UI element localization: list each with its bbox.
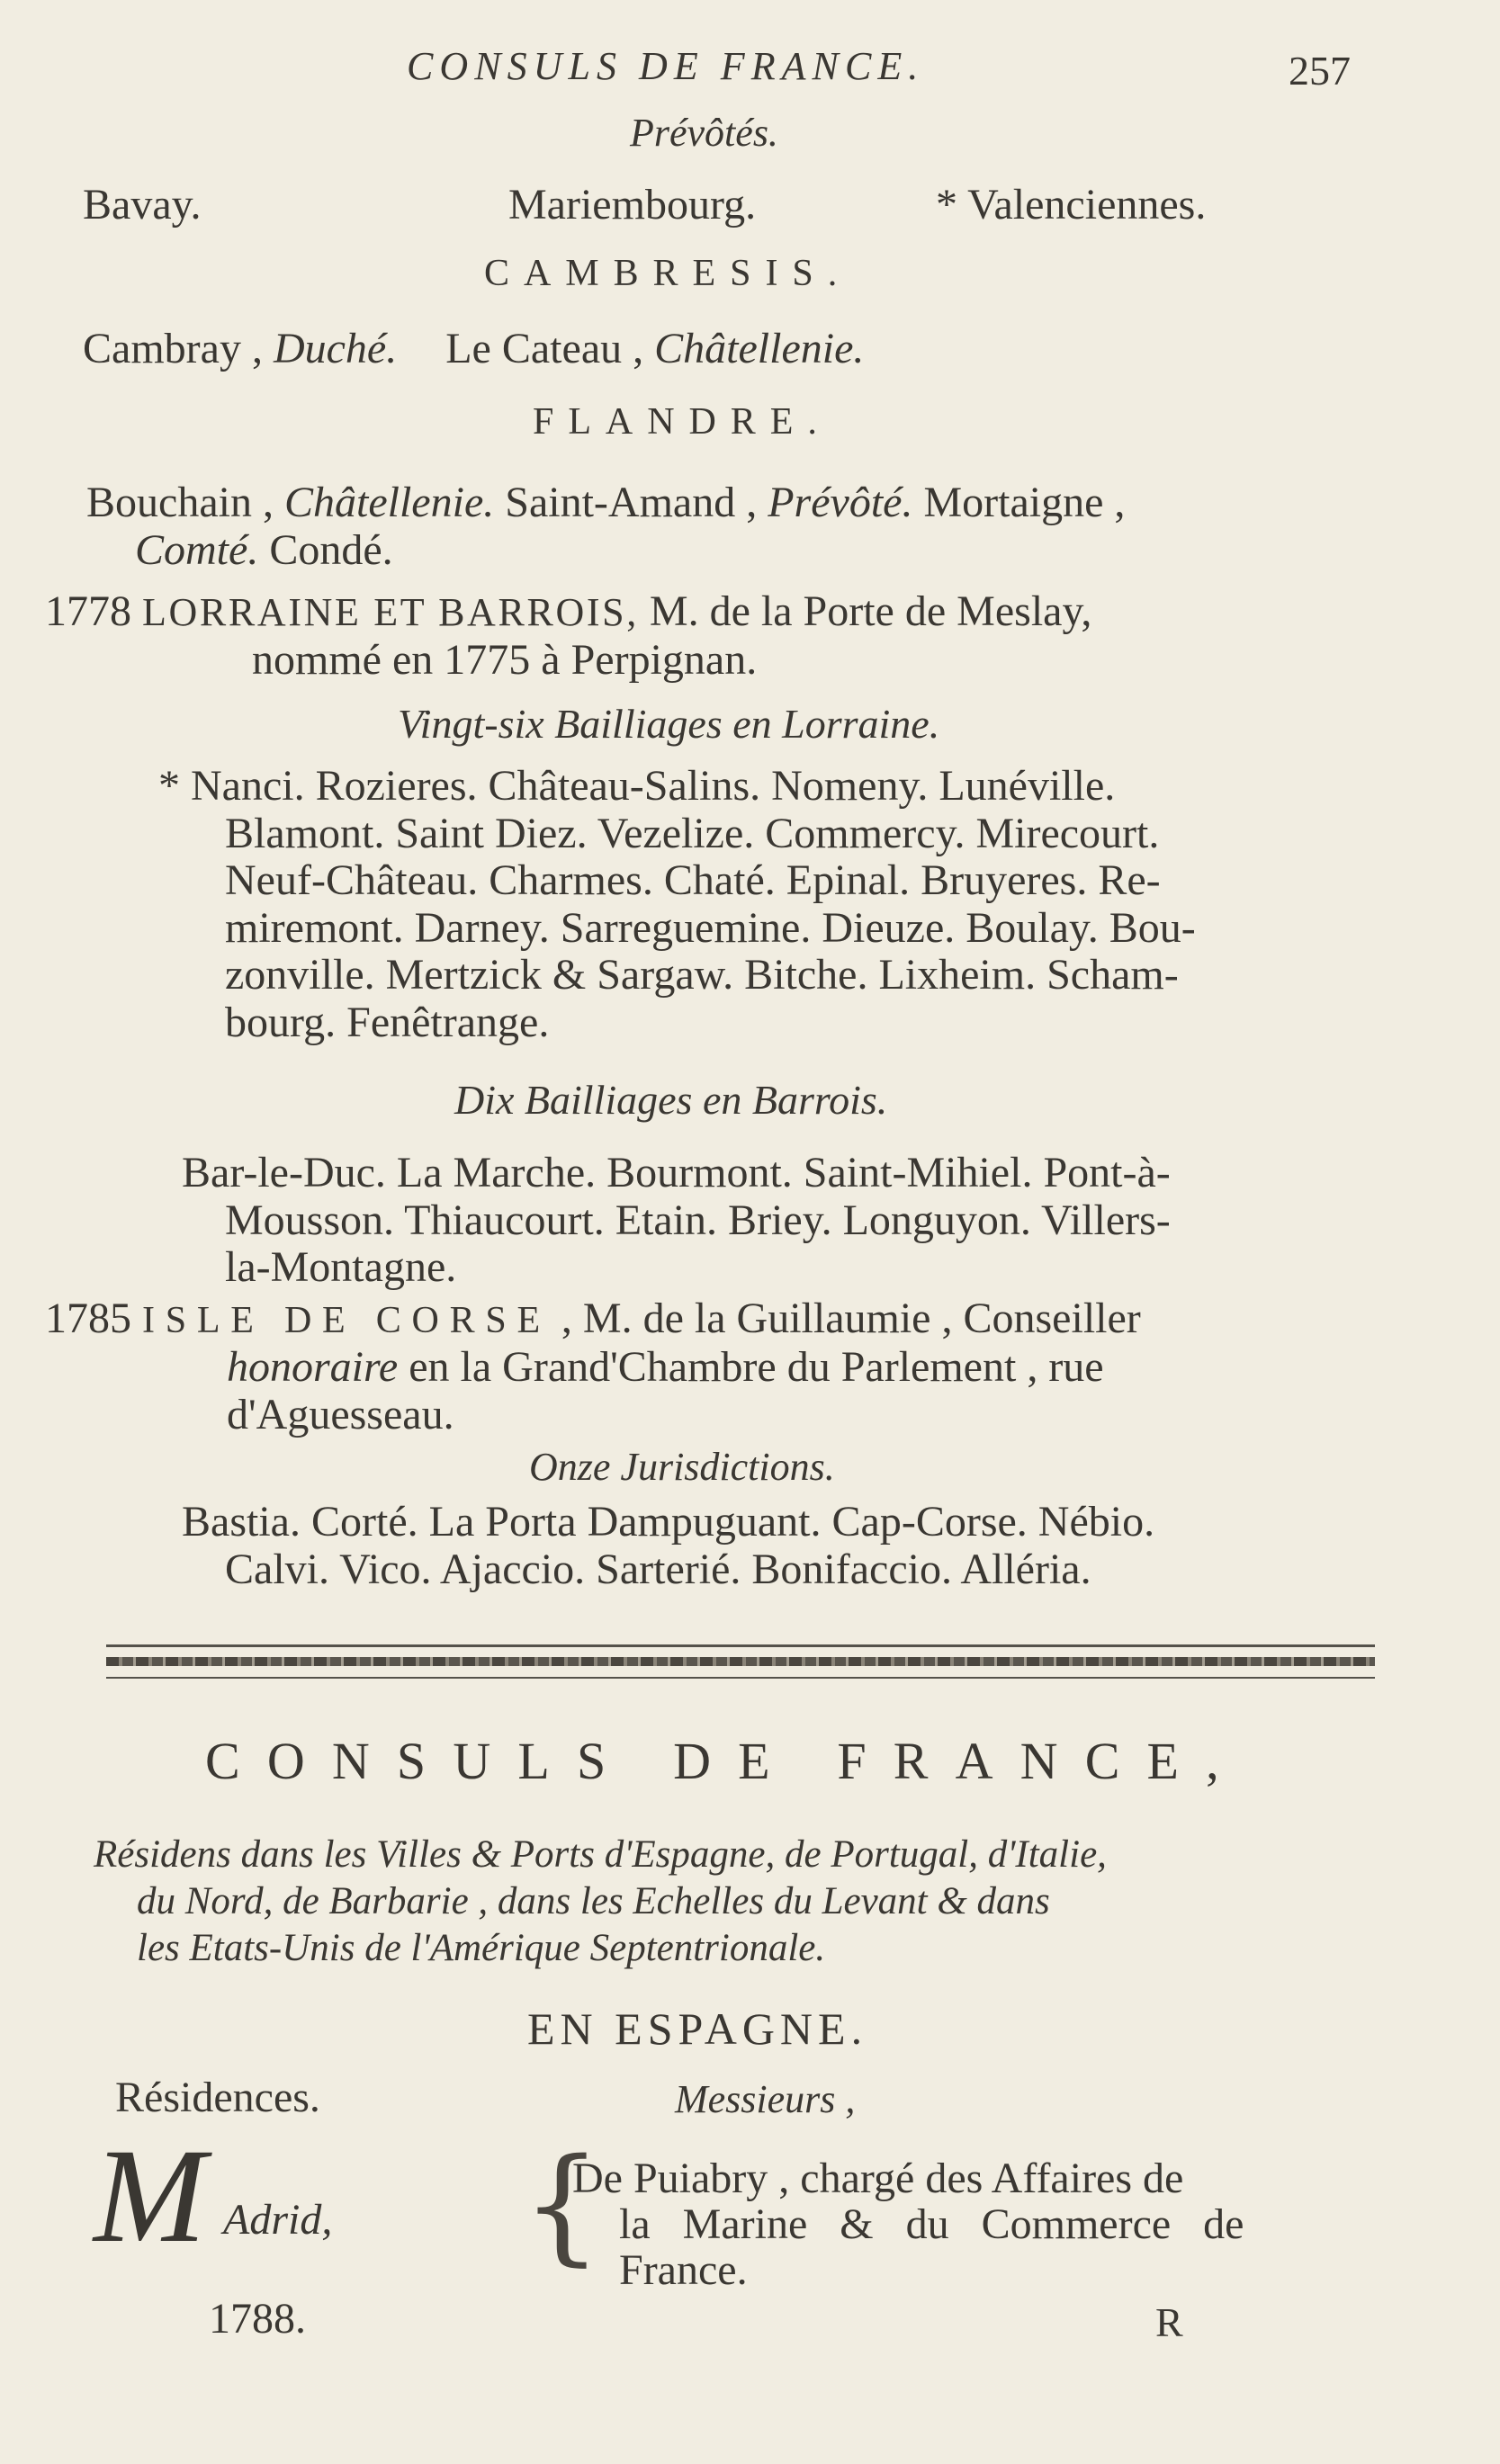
corse-list-line: Bastia. Corté. La Porta Dampuguant. Cap-Corse. Nébio. bbox=[182, 1498, 1155, 1546]
corse-year: 1785 bbox=[45, 1295, 131, 1342]
lorraine-line-1 bbox=[45, 588, 1091, 636]
lorraine-list-line: miremont. Darney. Sarreguemine. Dieuze. Boulay. Bou- bbox=[225, 903, 1196, 952]
corse-governor: , M. de la Guillaumie , Conseiller bbox=[561, 1295, 1141, 1342]
cambresis-row bbox=[83, 326, 864, 372]
barrois-list-line: Bar-le-Duc. La Marche. Bourmont. Saint-Mihiel. Pont-à- bbox=[182, 1149, 1171, 1196]
madrid-entry bbox=[572, 2155, 1244, 2293]
consuls-subtitle-line: du Nord, de Barbarie , dans les Echelles du Levant & dans bbox=[137, 1880, 1050, 1922]
madrid-entry-line: De Puiabry , chargé des Affaires de bbox=[572, 2155, 1184, 2202]
cambray-title: Duché. bbox=[273, 325, 398, 372]
consuls-subtitle-line: les Etats-Unis de l'Amérique Septentrionale. bbox=[137, 1927, 826, 1969]
espagne-heading: EN ESPAGNE. bbox=[527, 2003, 868, 2054]
lorraine-list-line: Neuf-Château. Charmes. Chaté. Epinal. Bruyeres. Re- bbox=[225, 856, 1161, 904]
madrid-year: 1788. bbox=[209, 2295, 306, 2343]
madrid-rest: Adrid, bbox=[223, 2196, 333, 2244]
madrid-entry-line: France. bbox=[619, 2246, 748, 2294]
divider-bottom-line bbox=[106, 1677, 1375, 1679]
divider-top-line bbox=[106, 1644, 1375, 1647]
cateau-name: Le Cateau , bbox=[445, 325, 644, 372]
flandre-heading: FLANDRE. bbox=[533, 401, 831, 443]
lorraine-name: LORRAINE ET BARROIS, bbox=[142, 590, 639, 634]
lorraine-list-line: zonville. Mertzick & Sargaw. Bitche. Lixheim. Scham- bbox=[225, 951, 1179, 999]
madrid-drop-cap: M bbox=[94, 2121, 206, 2271]
prevote-bavay: Bavay. bbox=[83, 181, 202, 228]
prevote-mariembourg: Mariembourg. bbox=[508, 181, 757, 228]
lorraine-line-2: nommé en 1775 à Perpignan. bbox=[252, 636, 758, 684]
corse-subheading: Onze Jurisdictions. bbox=[529, 1445, 835, 1489]
entry-brace: { bbox=[522, 2132, 603, 2279]
consuls-subtitle-line: Résidens dans les Villes & Ports d'Espagne, de Portugal, d'Italie, bbox=[94, 1833, 1107, 1876]
flandre-line-1 bbox=[86, 479, 1125, 526]
lorraine-list-line: bourg. Fenêtrange. bbox=[225, 998, 550, 1046]
lorraine-bailliages bbox=[158, 762, 1196, 1046]
cateau-title: Châtellenie. bbox=[654, 325, 865, 372]
corse-name: ISLE DE CORSE bbox=[142, 1300, 551, 1341]
corse-honoraire: honoraire bbox=[227, 1343, 399, 1391]
saint-amand-title: Prévôté. bbox=[768, 479, 913, 526]
conde-name: Condé. bbox=[269, 526, 393, 574]
lorraine-year: 1778 bbox=[45, 587, 131, 635]
corse-line-3: d'Aguesseau. bbox=[227, 1391, 454, 1438]
barrois-list-line: la-Montagne. bbox=[225, 1243, 457, 1291]
page-number: 257 bbox=[1289, 48, 1351, 94]
barrois-list-line: Mousson. Thiaucourt. Etain. Briey. Longuyon. Villers- bbox=[225, 1196, 1171, 1244]
corse-line-2 bbox=[227, 1344, 1104, 1391]
cambray-name: Cambray , bbox=[83, 325, 263, 372]
corse-list-line: Calvi. Vico. Ajaccio. Sarterié. Bonifaccio. Alléria. bbox=[225, 1545, 1091, 1593]
cambresis-heading: CAMBRESIS. bbox=[484, 253, 852, 294]
consuls-subtitle bbox=[94, 1832, 1107, 1972]
bouchain-name: Bouchain , bbox=[86, 479, 274, 526]
catchword: R bbox=[1155, 2299, 1183, 2345]
prevotes-heading: Prévôtés. bbox=[630, 111, 778, 155]
lorraine-subheading: Vingt-six Bailliages en Lorraine. bbox=[398, 701, 940, 747]
lorraine-governor: M. de la Porte de Meslay, bbox=[649, 587, 1092, 635]
lorraine-list-line: * Nanci. Rozieres. Château-Salins. Nomeny. Lunéville. bbox=[158, 762, 1116, 810]
barrois-subheading: Dix Bailliages en Barrois. bbox=[454, 1077, 888, 1123]
barrois-bailliages bbox=[182, 1150, 1171, 1292]
madrid-entry-line: la Marine & du Commerce de bbox=[619, 2200, 1244, 2248]
residences-label: Résidences. bbox=[115, 2074, 320, 2121]
prevote-valenciennes: * Valenciennes. bbox=[936, 181, 1207, 228]
mortaigne-name: Mortaigne , bbox=[923, 479, 1126, 526]
flandre-line-2 bbox=[135, 527, 393, 574]
consuls-title: CONSULS DE FRANCE, bbox=[205, 1732, 1246, 1790]
corse-line-1 bbox=[45, 1295, 1141, 1344]
comte-title: Comté. bbox=[135, 526, 259, 574]
saint-amand-name: Saint-Amand , bbox=[505, 479, 758, 526]
divider-ornament bbox=[106, 1657, 1375, 1666]
lorraine-list-line: Blamont. Saint Diez. Vezelize. Commercy. Mirecourt. bbox=[225, 809, 1160, 857]
corse-line-2-rest: en la Grand'Chambre du Parlement , rue bbox=[409, 1343, 1104, 1391]
corse-jurisdictions bbox=[182, 1499, 1154, 1593]
messieurs-label: Messieurs , bbox=[675, 2077, 856, 2121]
bouchain-title: Châtellenie. bbox=[283, 479, 495, 526]
running-title: CONSULS DE FRANCE. bbox=[407, 44, 925, 88]
